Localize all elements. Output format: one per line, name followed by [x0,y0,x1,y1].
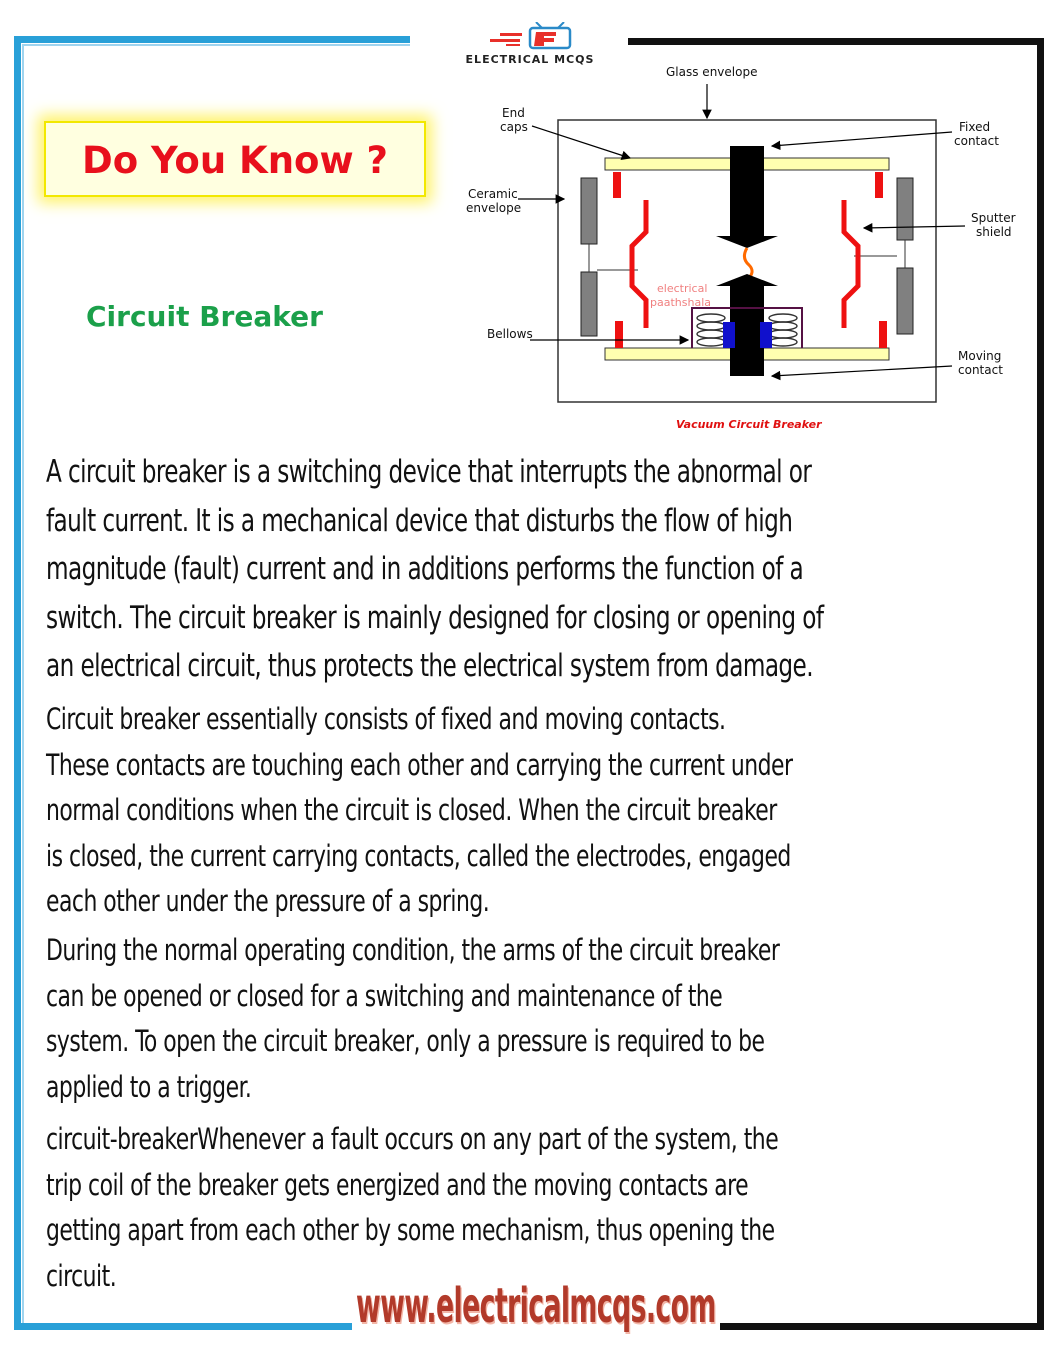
label-moving-1: Moving [958,349,1002,363]
paragraph-line: switch. The circuit breaker is mainly designed for closing or opening of [46,599,824,636]
paragraph-1 [46,448,823,691]
ceramic-envelope-top-right [897,178,913,240]
paragraph-line: can be opened or closed for a switching and maintenance of the [46,978,723,1013]
ceramic-envelope-bottom-right [897,268,913,334]
watermark-line-1: electrical [657,282,708,295]
label-ceramic-2: envelope [466,201,522,215]
frame-left [14,36,21,1330]
paragraph-line: circuit. [46,1258,117,1293]
frame-top-left [14,36,410,43]
paragraph-4 [46,1117,778,1299]
paragraph-3 [46,928,779,1110]
paragraph-line: applied to a trigger. [46,1069,252,1104]
vacuum-circuit-breaker-diagram [460,60,1040,440]
watermark-line-2: paathshala [650,296,711,309]
paragraph-line: each other under the pressure of a spring. [46,884,490,918]
logo-mark-icon [430,22,630,54]
paragraph-line: normal conditions when the circuit is closed. When the circuit breaker [46,793,777,827]
paragraph-line: trip coil of the breaker gets energized and the moving contacts are [46,1167,749,1202]
frame-top-left-inner [22,44,410,46]
label-fixed-contact-2: contact [954,134,999,148]
paragraph-line: magnitude (fault) current and in additions performs the function of a [46,551,804,587]
paragraph-line: During the normal operating condition, the arms of the circuit breaker [46,933,780,967]
footer-website-url: www.electricalmcqs.com [356,1278,716,1334]
paragraph-line: circuit-breakerWhenever a fault occurs on any part of the system, the [46,1122,779,1156]
label-bellows: Bellows [487,327,533,341]
label-fixed-contact-1: Fixed [959,120,991,134]
label-glass-envelope: Glass envelope [666,65,758,79]
topic-title: Circuit Breaker [86,300,323,333]
ceramic-envelope-bottom-left [581,272,597,336]
ceramic-envelope-top-left [581,178,597,244]
paragraph-line: fault current. It is a mechanical device that disturbs the flow of high [46,502,793,539]
frame-top-right [628,38,1044,45]
paragraph-line: These contacts are touching each other and carrying the current under [46,747,793,782]
fixed-contact-rod [730,146,764,238]
paragraph-line: is closed, the current carrying contacts, called the electrodes, engaged [46,838,791,873]
logo-text: ELECTRICAL MCQS [465,53,595,66]
label-end-caps-1: End [502,106,525,120]
frame-bottom-left [14,1323,352,1330]
do-you-know-callout [44,121,426,197]
label-sputter-1: Sputter [971,211,1016,225]
paragraph-2 [46,697,793,925]
moving-contact-rod [730,286,764,376]
callout-text: Do You Know ? [81,139,388,182]
label-moving-2: contact [958,363,1003,377]
label-sputter-2: shield [976,225,1012,239]
paragraph-line: A circuit breaker is a switching device that interrupts the abnormal or [46,454,812,490]
paragraph-line: an electrical circuit, thus protects the electrical system from damage. [46,648,813,684]
paragraph-line: getting apart from each other by some mechanism, thus opening the [46,1213,775,1247]
paragraph-line: system. To open the circuit breaker, only a pressure is required to be [46,1024,765,1058]
frame-left-inner [22,44,24,1324]
diagram-caption: Vacuum Circuit Breaker [676,418,822,431]
paragraph-line: Circuit breaker essentially consists of fixed and moving contacts. [46,702,726,736]
frame-bottom-right [720,1323,1044,1330]
label-ceramic-1: Ceramic [468,187,518,201]
label-end-caps-2: caps [500,120,528,134]
